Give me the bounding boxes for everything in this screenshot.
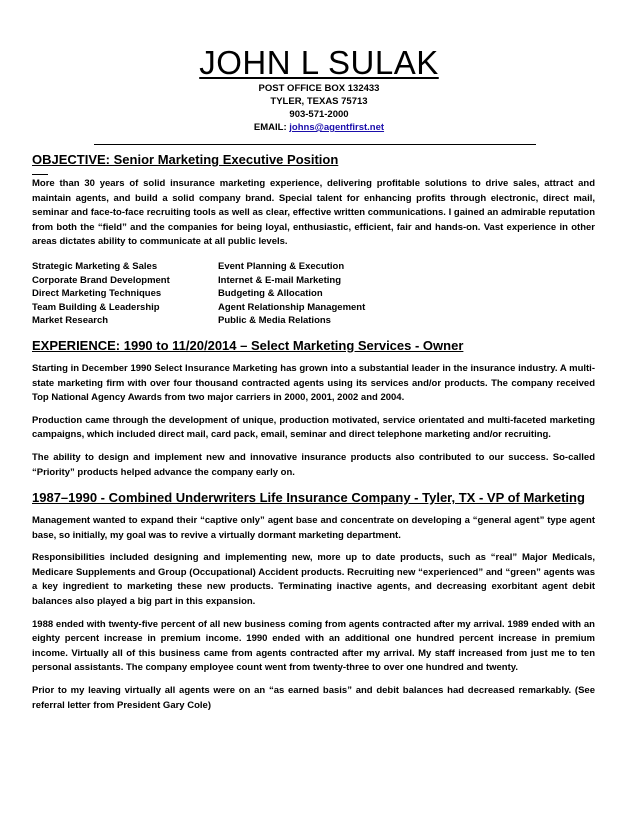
experience-paragraph: The ability to design and implement new and innovative insurance products also contributed to our success. So-called “Priority” products helped advance the company early on. [32,451,595,478]
objective-heading: OBJECTIVE: Senior Marketing Executive Position [32,152,339,167]
address-line-1: POST OFFICE BOX 132433 [258,83,380,94]
resume-body [32,152,595,721]
skills-column-right [218,260,365,328]
skill-item: Internet & E-mail Marketing [218,274,341,286]
phone-number: 903-571-2000 [289,109,349,120]
objective-dash [32,168,595,177]
skill-item: Public & Media Relations [218,315,331,327]
spacer [32,354,595,362]
skill-item: Agent Relationship Management [218,301,366,313]
objective-text: More than 30 years of solid insurance marketing experience, delivering profitable solutions to drive sales, attract and maintain agents, and build a solid company brand. Special talent for enhancing profits through electronic, direct mail, seminar and face-to-face recruiting tools as well as clear, effective written communications. I gained an admirable reputation from both the “field” and the companies for being loyal, enthusiastic, efficient, fair and hands-on. Vast experience in other areas dictates ability to communicate at all public levels. [32,178,595,248]
skills-column-left [32,260,218,328]
experience-paragraph: Starting in December 1990 Select Insurance Marketing has grown into a substantial leader in the insurance industry. A multi-state marketing firm with over four thousand contracted agents using its services and/or products. The company received Top National Agency Awards from two major carriers in 2000, 2001, 2002 and 2004. [32,362,595,404]
skill-item: Strategic Marketing & Sales [32,260,158,272]
address-line-2: TYLER, TEXAS 75713 [270,96,368,107]
experience-paragraph: 1988 ended with twenty-five percent of all new business coming from agents contracted after my arrival. 1989 ended with an eighty percent increase in premium income. 1990 ended with an additional one hundred percent increase in premium income. Virtually all of this business came from agents contracted after my arrival. My staff increased from just me to ten personal assistants. The company employee count went from twenty-three to over one hundred and twenty. [32,618,595,674]
experience-paragraph: Prior to my leaving virtually all agents were on an “as earned basis” and debit balances had decreased remarkably. (See referral letter from President Gary Cole) [32,685,595,711]
spacer [32,506,595,514]
header-divider [94,144,536,145]
skill-item: Market Research [32,315,109,327]
skill-item: Corporate Brand Development [32,274,170,286]
experience-paragraph: Management wanted to expand their “captive only” agent base and concentrate on developing a “general agent” type agent base, so initially, my goal was to revive a virtually dormant marketing department. [32,515,595,541]
experience-paragraph: Production came through the development of unique, production motivated, service orientated and multi-faceted marketing campaigns, which included direct mail, card pack, email, seminar and direct telephone marketing and/or recruiting. [32,414,595,441]
contact-block [0,82,638,134]
experience-heading-combined-underwriters: 1987–1990 - Combined Underwriters Life Insurance Company - Tyler, TX - VP of Marketing [32,490,585,506]
skill-item: Team Building & Leadership [32,301,160,313]
experience-paragraph: Responsibilities included designing and implementing new, more up to date products, such as “real” Major Medicals, Medicare Supplements and Group (Occupational) Accident products. Recruiting new “experienced” and “green” agents was a key ingredient to marketing these new products. Terminating inactive agents, and decreasing exorbitant agent debit balances also played a big part in this expansion. [32,552,595,608]
experience-heading-select-marketing: EXPERIENCE: 1990 to 11/20/2014 – Select Marketing Services - Owner [32,337,464,353]
skill-item: Direct Marketing Techniques [32,288,162,300]
email-line [0,121,638,134]
skills-list [32,260,595,328]
email-label: EMAIL: [253,122,287,133]
skill-item: Budgeting & Allocation [218,288,323,300]
candidate-name: JOHN L SULAK [199,44,439,81]
email-link[interactable]: johns@agentfirst.net [289,122,385,133]
skill-item: Event Planning & Execution [218,260,345,272]
